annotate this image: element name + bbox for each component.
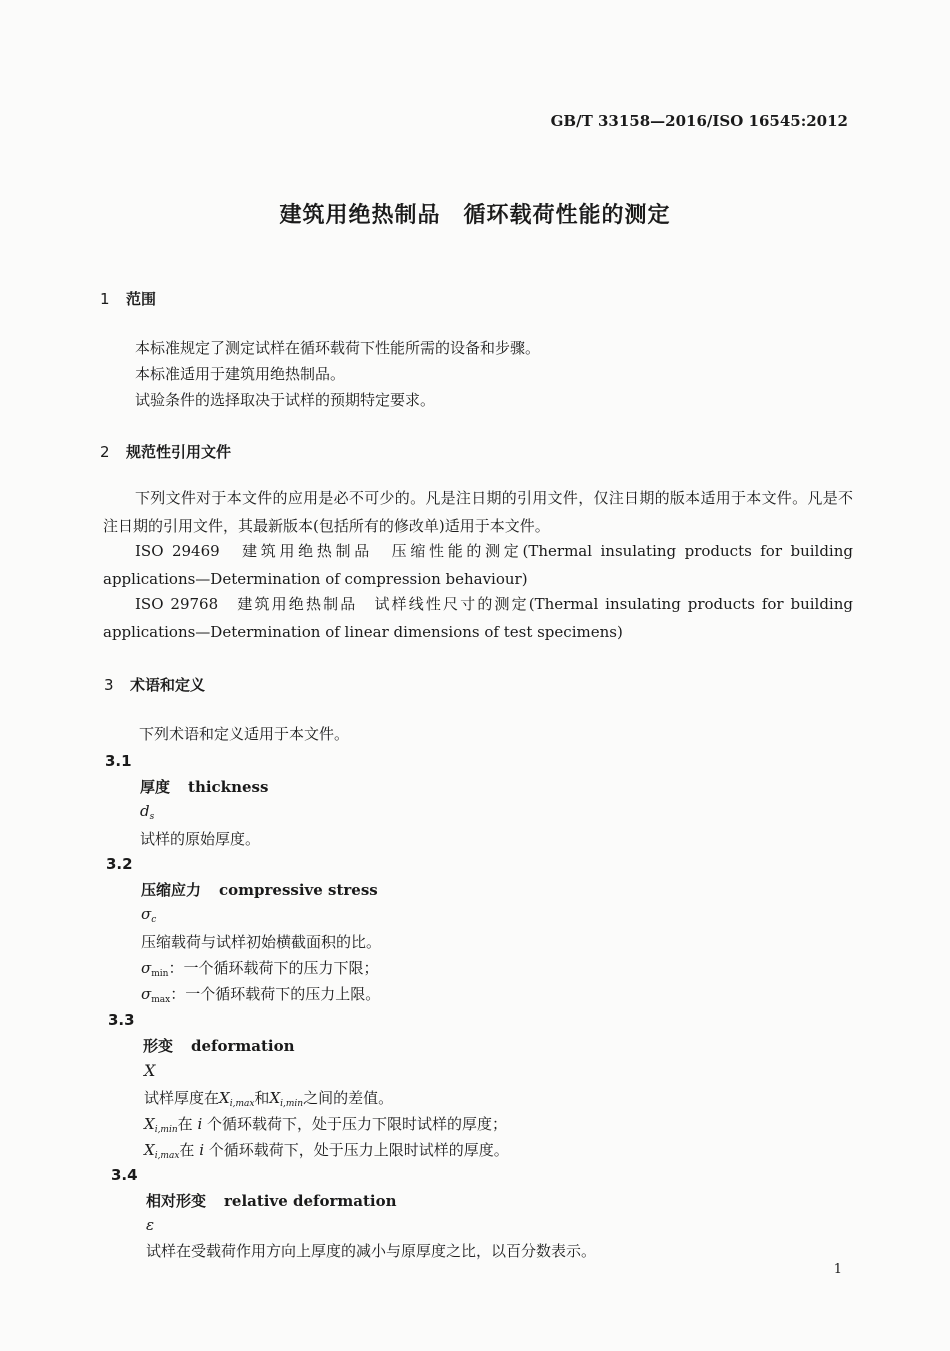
paragraph: 试验条件的选择取决于试样的预期特定要求。	[135, 391, 436, 409]
clause-number: 3.2	[106, 855, 133, 873]
note-subscript: max	[151, 995, 171, 1005]
term-heading	[141, 879, 378, 900]
note-subscript: min	[151, 969, 169, 979]
def-subscript: i,min	[280, 1099, 304, 1109]
term-en: compressive stress	[219, 881, 378, 899]
term-en: deformation	[191, 1037, 295, 1055]
term-definition	[144, 1087, 393, 1109]
term-symbol: X	[144, 1061, 156, 1080]
def-symbol: X	[269, 1089, 281, 1107]
symbol-base: d	[140, 802, 150, 820]
note-symbol: σ	[141, 985, 152, 1003]
paragraph: 本标准适用于建筑用绝热制品。	[135, 365, 346, 383]
term-definition: 压缩载荷与试样初始横截面积的比。	[141, 933, 382, 951]
term-symbol	[141, 905, 156, 925]
section-number: 1	[100, 290, 110, 308]
term-heading	[140, 776, 268, 797]
note-symbol: X	[144, 1141, 155, 1159]
note-text: 在	[177, 1115, 193, 1133]
def-text: 之间的差值。	[303, 1089, 394, 1107]
section-title: 术语和定义	[130, 676, 206, 694]
term-note	[141, 983, 380, 1005]
term-symbol	[140, 802, 154, 822]
def-subscript: i,max	[229, 1099, 255, 1109]
def-text: 试样厚度在	[144, 1089, 220, 1107]
note-subscript: i,min	[154, 1125, 178, 1135]
paragraph: 本标准规定了测定试样在循环载荷下性能所需的设备和步骤。	[135, 339, 541, 357]
term-zh: 厚度	[140, 778, 171, 796]
standard-code: GB/T 33158—2016/ISO 16545:2012	[550, 112, 848, 130]
term-en: relative deformation	[224, 1192, 397, 1210]
symbol-subscript: s	[149, 812, 155, 822]
section-title: 规范性引用文件	[126, 443, 232, 461]
note-variable: i	[199, 1141, 205, 1159]
term-note	[141, 957, 378, 979]
note-text: 个循环载荷下，处于压力下限时试样的厚度；	[207, 1115, 508, 1133]
note-variable: i	[197, 1115, 203, 1133]
note-text: ：一个循环载荷下的压力下限；	[168, 959, 379, 977]
section-1-heading	[100, 288, 156, 309]
note-symbol: σ	[141, 959, 152, 977]
def-symbol: X	[219, 1089, 230, 1107]
term-note	[144, 1113, 507, 1135]
term-definition: 试样在受载荷作用方向上厚度的减小与原厚度之比，以百分数表示。	[146, 1242, 597, 1260]
term-heading	[143, 1035, 295, 1056]
reference-item: ISO 29768 建筑用绝热制品 试样线性尺寸的测定(Thermal insulating products for building applications—Determination of linear dimensions of test specimens)	[103, 595, 853, 641]
term-heading	[146, 1190, 397, 1211]
note-subscript: i,max	[154, 1151, 180, 1161]
document-title: 建筑用绝热制品 循环载荷性能的测定	[279, 203, 671, 228]
note-symbol: X	[144, 1115, 155, 1133]
section-2-heading	[100, 441, 231, 462]
clause-number: 3.1	[105, 752, 132, 770]
paragraph: 下列术语和定义适用于本文件。	[139, 725, 350, 743]
section-number: 2	[100, 443, 110, 461]
note-text: 个循环载荷下，处于压力上限时试样的厚度。	[208, 1141, 509, 1159]
symbol-subscript: c	[151, 915, 157, 925]
clause-number: 3.3	[108, 1011, 135, 1029]
term-zh: 相对形变	[146, 1192, 207, 1210]
paragraph: 下列文件对于本文件的应用是必不可少的。凡是注日期的引用文件，仅注日期的版本适用于本文件。凡是不注日期的引用文件，其最新版本(包括所有的修改单)适用于本文件。	[103, 489, 853, 535]
clause-number: 3.4	[111, 1166, 138, 1184]
term-zh: 压缩应力	[141, 881, 202, 899]
symbol-base: σ	[141, 905, 152, 923]
term-en: thickness	[188, 778, 269, 796]
note-text: ：一个循环载荷下的压力上限。	[170, 985, 381, 1003]
term-symbol: ε	[146, 1216, 155, 1234]
reference-item: ISO 29469 建筑用绝热制品 压缩性能的测定(Thermal insulating products for building applications—Determination of compression behaviour)	[103, 542, 853, 588]
term-definition: 试样的原始厚度。	[140, 830, 261, 848]
def-text: 和	[254, 1089, 270, 1107]
page-number: 1	[833, 1262, 842, 1277]
term-zh: 形变	[143, 1037, 174, 1055]
term-note	[144, 1139, 509, 1161]
note-text: 在	[179, 1141, 195, 1159]
section-title: 范围	[126, 290, 157, 308]
section-number: 3	[104, 676, 114, 694]
section-3-heading	[104, 674, 205, 695]
